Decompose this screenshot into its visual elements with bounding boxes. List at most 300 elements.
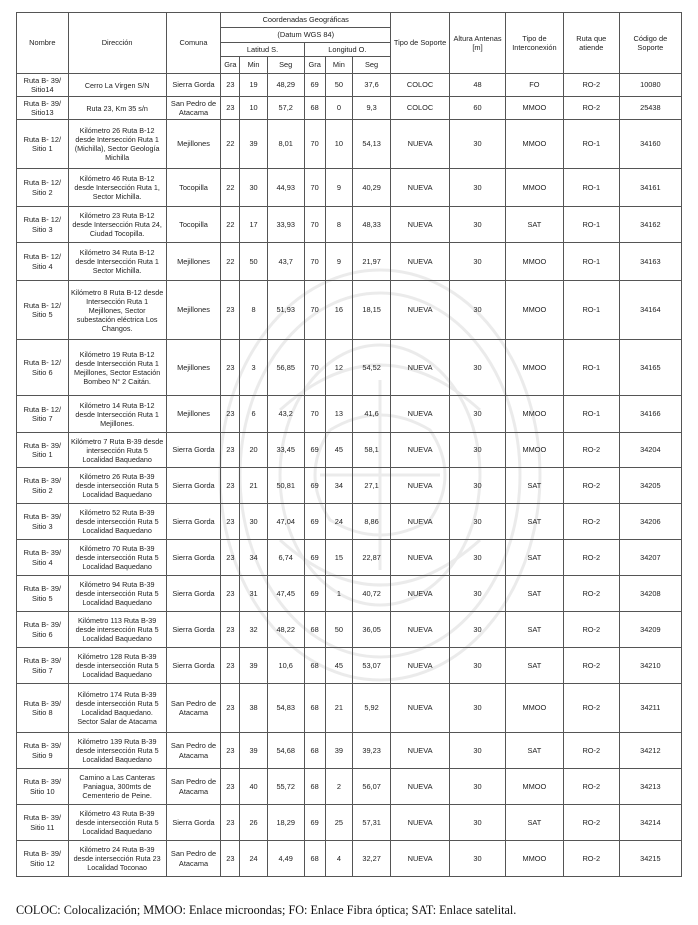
cell-nombre: Ruta B- 39/ Sitio13 <box>17 97 69 120</box>
cell-comuna: Sierra Gorda <box>166 504 221 540</box>
cell-lat-min: 39 <box>240 648 267 684</box>
cell-nombre: Ruta B- 39/ Sitio 6 <box>17 612 69 648</box>
cell-codigo: 34209 <box>619 612 681 648</box>
cell-lon-gra: 69 <box>304 74 325 97</box>
table-row <box>17 340 682 396</box>
cell-lon-gra: 69 <box>304 433 325 468</box>
cell-direccion: Kilómetro 23 Ruta B-12 desde Intersección Ruta 24, Ciudad Tocopilla. <box>68 207 166 243</box>
cell-soporte: NUEVA <box>391 540 450 576</box>
cell-lat-min: 34 <box>240 540 267 576</box>
cell-comuna: Mejillones <box>166 396 221 433</box>
cell-codigo: 34206 <box>619 504 681 540</box>
cell-altura: 30 <box>450 468 506 504</box>
cell-direccion: Kilómetro 34 Ruta B-12 desde Intersección Ruta 1 Sector Michilla. <box>68 243 166 281</box>
support-sites-table <box>16 12 682 877</box>
cell-lon-gra: 68 <box>304 841 325 877</box>
cell-lon-gra: 70 <box>304 396 325 433</box>
cell-soporte: NUEVA <box>391 576 450 612</box>
header-ruta: Ruta que atiende <box>563 13 619 74</box>
cell-codigo: 34207 <box>619 540 681 576</box>
cell-interconexion: FO <box>505 74 563 97</box>
cell-lon-seg: 22,87 <box>353 540 391 576</box>
cell-lon-seg: 48,33 <box>353 207 391 243</box>
cell-lon-min: 45 <box>325 433 352 468</box>
cell-direccion: Kilómetro 113 Ruta B-39 desde intersección Ruta 5 Localidad Baquedano <box>68 612 166 648</box>
cell-lat-min: 20 <box>240 433 267 468</box>
cell-lon-gra: 69 <box>304 576 325 612</box>
cell-comuna: Sierra Gorda <box>166 74 221 97</box>
cell-lat-seg: 48,22 <box>267 612 304 648</box>
cell-nombre: Ruta B- 39/ Sitio 5 <box>17 576 69 612</box>
cell-nombre: Ruta B- 12/ Sitio 6 <box>17 340 69 396</box>
cell-interconexion: MMOO <box>505 396 563 433</box>
cell-ruta: RO-2 <box>563 468 619 504</box>
cell-comuna: San Pedro de Atacama <box>166 97 221 120</box>
cell-lat-min: 39 <box>240 120 267 169</box>
table-row <box>17 396 682 433</box>
header-lon-seg: Seg <box>353 57 391 74</box>
cell-comuna: Sierra Gorda <box>166 576 221 612</box>
cell-soporte: NUEVA <box>391 612 450 648</box>
cell-direccion: Cerro La Virgen S/N <box>68 74 166 97</box>
table-row <box>17 805 682 841</box>
cell-ruta: RO-1 <box>563 396 619 433</box>
cell-comuna: San Pedro de Atacama <box>166 769 221 805</box>
cell-nombre: Ruta B- 39/ Sitio 4 <box>17 540 69 576</box>
cell-interconexion: MMOO <box>505 281 563 340</box>
cell-lat-gra: 23 <box>221 684 240 733</box>
cell-altura: 30 <box>450 207 506 243</box>
table-row <box>17 540 682 576</box>
cell-ruta: RO-2 <box>563 769 619 805</box>
cell-lon-min: 24 <box>325 504 352 540</box>
cell-lon-gra: 69 <box>304 540 325 576</box>
cell-interconexion: SAT <box>505 805 563 841</box>
cell-lon-gra: 68 <box>304 612 325 648</box>
cell-ruta: RO-2 <box>563 74 619 97</box>
table-row <box>17 841 682 877</box>
cell-lat-seg: 10,6 <box>267 648 304 684</box>
cell-lat-seg: 33,45 <box>267 433 304 468</box>
cell-altura: 30 <box>450 433 506 468</box>
cell-lat-gra: 23 <box>221 504 240 540</box>
cell-interconexion: MMOO <box>505 684 563 733</box>
header-lon-gra: Gra <box>304 57 325 74</box>
cell-codigo: 34205 <box>619 468 681 504</box>
cell-comuna: Sierra Gorda <box>166 433 221 468</box>
cell-interconexion: SAT <box>505 612 563 648</box>
cell-codigo: 34212 <box>619 733 681 769</box>
header-direccion: Dirección <box>68 13 166 74</box>
cell-lon-min: 50 <box>325 74 352 97</box>
cell-direccion: Kilómetro 128 Ruta B-39 desde intersección Ruta 5 Localidad Baquedano <box>68 648 166 684</box>
cell-lon-gra: 70 <box>304 340 325 396</box>
cell-lon-min: 45 <box>325 648 352 684</box>
table-row <box>17 576 682 612</box>
cell-lat-gra: 23 <box>221 281 240 340</box>
cell-lat-gra: 23 <box>221 97 240 120</box>
cell-codigo: 34204 <box>619 433 681 468</box>
cell-soporte: NUEVA <box>391 648 450 684</box>
cell-ruta: RO-2 <box>563 733 619 769</box>
cell-codigo: 34211 <box>619 684 681 733</box>
table-row <box>17 504 682 540</box>
cell-lat-gra: 23 <box>221 612 240 648</box>
cell-soporte: COLOC <box>391 97 450 120</box>
cell-lat-seg: 48,29 <box>267 74 304 97</box>
cell-lon-seg: 40,72 <box>353 576 391 612</box>
cell-interconexion: MMOO <box>505 340 563 396</box>
cell-interconexion: MMOO <box>505 769 563 805</box>
cell-lon-min: 9 <box>325 169 352 207</box>
cell-lon-seg: 18,15 <box>353 281 391 340</box>
cell-lon-min: 39 <box>325 733 352 769</box>
cell-ruta: RO-2 <box>563 576 619 612</box>
table-row <box>17 733 682 769</box>
cell-lat-seg: 33,93 <box>267 207 304 243</box>
cell-altura: 48 <box>450 74 506 97</box>
cell-lon-min: 4 <box>325 841 352 877</box>
cell-direccion: Ruta 23, Km 35 s/n <box>68 97 166 120</box>
cell-soporte: COLOC <box>391 74 450 97</box>
cell-ruta: RO-2 <box>563 612 619 648</box>
cell-lat-seg: 18,29 <box>267 805 304 841</box>
cell-lat-gra: 23 <box>221 540 240 576</box>
cell-soporte: NUEVA <box>391 769 450 805</box>
cell-codigo: 34165 <box>619 340 681 396</box>
cell-soporte: NUEVA <box>391 169 450 207</box>
cell-interconexion: SAT <box>505 207 563 243</box>
cell-lon-min: 0 <box>325 97 352 120</box>
cell-lat-seg: 55,72 <box>267 769 304 805</box>
cell-ruta: RO-2 <box>563 504 619 540</box>
cell-codigo: 34215 <box>619 841 681 877</box>
cell-interconexion: MMOO <box>505 169 563 207</box>
cell-codigo: 25438 <box>619 97 681 120</box>
header-nombre: Nombre <box>17 13 69 74</box>
cell-nombre: Ruta B- 39/ Sitio 7 <box>17 648 69 684</box>
header-longitud: Longitud O. <box>304 43 390 57</box>
cell-soporte: NUEVA <box>391 805 450 841</box>
cell-altura: 60 <box>450 97 506 120</box>
cell-lon-seg: 9,3 <box>353 97 391 120</box>
cell-direccion: Kilómetro 26 Ruta B-39 desde intersección Ruta 5 Localidad Baquedano <box>68 468 166 504</box>
cell-lat-gra: 23 <box>221 841 240 877</box>
cell-comuna: San Pedro de Atacama <box>166 684 221 733</box>
cell-codigo: 34163 <box>619 243 681 281</box>
cell-lat-min: 32 <box>240 612 267 648</box>
cell-lon-seg: 5,92 <box>353 684 391 733</box>
cell-lat-gra: 22 <box>221 120 240 169</box>
table-row <box>17 433 682 468</box>
cell-ruta: RO-2 <box>563 684 619 733</box>
cell-lon-min: 21 <box>325 684 352 733</box>
header-tipo-soporte: Tipo de Soporte <box>391 13 450 74</box>
header-altura: Altura Antenas [m] <box>450 13 506 74</box>
table-row <box>17 74 682 97</box>
header-datum: (Datum WGS 84) <box>221 28 391 43</box>
cell-nombre: Ruta B- 39/ Sitio 12 <box>17 841 69 877</box>
cell-lat-min: 30 <box>240 169 267 207</box>
cell-comuna: Tocopilla <box>166 207 221 243</box>
cell-altura: 30 <box>450 243 506 281</box>
cell-lon-gra: 70 <box>304 243 325 281</box>
cell-lon-seg: 56,07 <box>353 769 391 805</box>
cell-comuna: Sierra Gorda <box>166 805 221 841</box>
cell-ruta: RO-2 <box>563 841 619 877</box>
cell-lat-min: 10 <box>240 97 267 120</box>
cell-nombre: Ruta B- 39/ Sitio 1 <box>17 433 69 468</box>
cell-interconexion: MMOO <box>505 433 563 468</box>
cell-altura: 30 <box>450 169 506 207</box>
cell-direccion: Kilómetro 94 Ruta B-39 desde intersección Ruta 5 Localidad Baquedano <box>68 576 166 612</box>
cell-lat-seg: 6,74 <box>267 540 304 576</box>
table-row <box>17 468 682 504</box>
cell-lon-gra: 68 <box>304 733 325 769</box>
cell-lon-gra: 69 <box>304 504 325 540</box>
cell-nombre: Ruta B- 12/ Sitio 2 <box>17 169 69 207</box>
cell-comuna: Mejillones <box>166 340 221 396</box>
cell-lon-seg: 36,05 <box>353 612 391 648</box>
cell-ruta: RO-1 <box>563 340 619 396</box>
cell-lat-seg: 47,45 <box>267 576 304 612</box>
cell-altura: 30 <box>450 396 506 433</box>
cell-lat-min: 40 <box>240 769 267 805</box>
cell-lat-gra: 23 <box>221 733 240 769</box>
cell-interconexion: MMOO <box>505 120 563 169</box>
cell-altura: 30 <box>450 120 506 169</box>
header-lat-seg: Seg <box>267 57 304 74</box>
cell-lon-seg: 57,31 <box>353 805 391 841</box>
cell-lat-min: 8 <box>240 281 267 340</box>
header-lat-min: Min <box>240 57 267 74</box>
cell-lat-min: 17 <box>240 207 267 243</box>
cell-lon-min: 34 <box>325 468 352 504</box>
cell-lat-seg: 43,7 <box>267 243 304 281</box>
cell-lat-gra: 22 <box>221 207 240 243</box>
legend-note: COLOC: Colocalización; MMOO: Enlace microondas; FO: Enlace Fibra óptica; SAT: Enlace satelital. <box>16 903 517 917</box>
cell-direccion: Kilómetro 52 Ruta B-39 desde intersección Ruta 5 Localidad Baquedano <box>68 504 166 540</box>
header-codigo: Código de Soporte <box>619 13 681 74</box>
cell-nombre: Ruta B- 39/ Sitio 2 <box>17 468 69 504</box>
cell-lat-min: 26 <box>240 805 267 841</box>
cell-comuna: Mejillones <box>166 281 221 340</box>
table-row <box>17 684 682 733</box>
cell-direccion: Kilómetro 46 Ruta B-12 desde Intersección Ruta 1, Sector Michilla. <box>68 169 166 207</box>
cell-soporte: NUEVA <box>391 243 450 281</box>
cell-altura: 30 <box>450 648 506 684</box>
cell-lat-gra: 23 <box>221 468 240 504</box>
header-lat-gra: Gra <box>221 57 240 74</box>
cell-lon-seg: 54,13 <box>353 120 391 169</box>
cell-interconexion: SAT <box>505 733 563 769</box>
cell-soporte: NUEVA <box>391 396 450 433</box>
cell-lon-min: 25 <box>325 805 352 841</box>
cell-lon-gra: 70 <box>304 207 325 243</box>
cell-nombre: Ruta B- 39/ Sitio 3 <box>17 504 69 540</box>
cell-lat-gra: 22 <box>221 169 240 207</box>
cell-altura: 30 <box>450 576 506 612</box>
cell-lat-gra: 22 <box>221 243 240 281</box>
table-row <box>17 612 682 648</box>
table-row <box>17 648 682 684</box>
header-tipo-interconexion: Tipo de Interconexión <box>505 13 563 74</box>
cell-lon-min: 9 <box>325 243 352 281</box>
cell-interconexion: MMOO <box>505 97 563 120</box>
cell-lon-min: 13 <box>325 396 352 433</box>
cell-lon-gra: 69 <box>304 468 325 504</box>
cell-soporte: NUEVA <box>391 733 450 769</box>
cell-nombre: Ruta B- 12/ Sitio 3 <box>17 207 69 243</box>
cell-interconexion: SAT <box>505 576 563 612</box>
cell-lon-min: 16 <box>325 281 352 340</box>
cell-nombre: Ruta B- 39/ Sitio14 <box>17 74 69 97</box>
cell-lat-seg: 57,2 <box>267 97 304 120</box>
cell-codigo: 10080 <box>619 74 681 97</box>
cell-interconexion: MMOO <box>505 243 563 281</box>
cell-direccion: Kilómetro 8 Ruta B-12 desde Intersección Ruta 1 Mejillones, Sector subestación eléctrica Los Changos. <box>68 281 166 340</box>
cell-lat-seg: 50,81 <box>267 468 304 504</box>
cell-interconexion: MMOO <box>505 841 563 877</box>
cell-altura: 30 <box>450 733 506 769</box>
cell-lat-seg: 47,04 <box>267 504 304 540</box>
table-row <box>17 207 682 243</box>
cell-lat-gra: 23 <box>221 340 240 396</box>
cell-lat-min: 30 <box>240 504 267 540</box>
cell-soporte: NUEVA <box>391 841 450 877</box>
cell-nombre: Ruta B- 12/ Sitio 7 <box>17 396 69 433</box>
header-coordenadas: Coordenadas Geográficas <box>221 13 391 28</box>
table-row <box>17 97 682 120</box>
header-comuna: Comuna <box>166 13 221 74</box>
cell-direccion: Kilómetro 43 Ruta B-39 desde intersección Ruta 5 Localidad Baquedano <box>68 805 166 841</box>
cell-altura: 30 <box>450 504 506 540</box>
table-row <box>17 169 682 207</box>
cell-comuna: Mejillones <box>166 243 221 281</box>
cell-lat-seg: 4,49 <box>267 841 304 877</box>
cell-codigo: 34210 <box>619 648 681 684</box>
cell-lon-gra: 70 <box>304 169 325 207</box>
cell-lat-seg: 44,93 <box>267 169 304 207</box>
cell-nombre: Ruta B- 39/ Sitio 10 <box>17 769 69 805</box>
cell-lat-min: 24 <box>240 841 267 877</box>
cell-lat-min: 6 <box>240 396 267 433</box>
cell-nombre: Ruta B- 12/ Sitio 1 <box>17 120 69 169</box>
cell-nombre: Ruta B- 39/ Sitio 8 <box>17 684 69 733</box>
header-latitud: Latitud S. <box>221 43 304 57</box>
cell-soporte: NUEVA <box>391 207 450 243</box>
cell-soporte: NUEVA <box>391 120 450 169</box>
cell-lat-min: 31 <box>240 576 267 612</box>
cell-lat-gra: 23 <box>221 396 240 433</box>
cell-lon-min: 1 <box>325 576 352 612</box>
cell-comuna: Sierra Gorda <box>166 648 221 684</box>
cell-codigo: 34160 <box>619 120 681 169</box>
cell-altura: 30 <box>450 540 506 576</box>
cell-ruta: RO-1 <box>563 207 619 243</box>
cell-lon-min: 50 <box>325 612 352 648</box>
cell-nombre: Ruta B- 12/ Sitio 4 <box>17 243 69 281</box>
cell-soporte: NUEVA <box>391 684 450 733</box>
cell-altura: 30 <box>450 612 506 648</box>
cell-codigo: 34161 <box>619 169 681 207</box>
cell-comuna: Mejillones <box>166 120 221 169</box>
cell-lon-seg: 40,29 <box>353 169 391 207</box>
cell-direccion: Kilómetro 70 Ruta B-39 desde intersección Ruta 5 Localidad Baquedano <box>68 540 166 576</box>
cell-soporte: NUEVA <box>391 468 450 504</box>
cell-direccion: Kilómetro 19 Ruta B-12 desde Intersección Ruta 1 Mejillones, Sector Estación Bombeo N° 2 Caitán. <box>68 340 166 396</box>
cell-lat-min: 3 <box>240 340 267 396</box>
cell-ruta: RO-2 <box>563 648 619 684</box>
cell-lat-seg: 54,83 <box>267 684 304 733</box>
cell-codigo: 34214 <box>619 805 681 841</box>
cell-lon-seg: 32,27 <box>353 841 391 877</box>
cell-lat-gra: 23 <box>221 648 240 684</box>
cell-soporte: NUEVA <box>391 433 450 468</box>
cell-lat-gra: 23 <box>221 576 240 612</box>
header-lon-min: Min <box>325 57 352 74</box>
cell-lon-min: 10 <box>325 120 352 169</box>
cell-lon-gra: 68 <box>304 769 325 805</box>
table-row <box>17 281 682 340</box>
cell-altura: 30 <box>450 841 506 877</box>
cell-comuna: Tocopilla <box>166 169 221 207</box>
cell-altura: 30 <box>450 281 506 340</box>
cell-soporte: NUEVA <box>391 340 450 396</box>
cell-codigo: 34166 <box>619 396 681 433</box>
cell-lat-gra: 23 <box>221 805 240 841</box>
cell-lon-seg: 8,86 <box>353 504 391 540</box>
cell-lat-gra: 23 <box>221 433 240 468</box>
cell-altura: 30 <box>450 684 506 733</box>
cell-nombre: Ruta B- 39/ Sitio 9 <box>17 733 69 769</box>
cell-lon-gra: 68 <box>304 97 325 120</box>
cell-interconexion: SAT <box>505 648 563 684</box>
cell-lat-min: 38 <box>240 684 267 733</box>
cell-lat-min: 50 <box>240 243 267 281</box>
cell-codigo: 34208 <box>619 576 681 612</box>
cell-lat-seg: 8,01 <box>267 120 304 169</box>
cell-interconexion: SAT <box>505 540 563 576</box>
cell-lat-seg: 54,68 <box>267 733 304 769</box>
cell-interconexion: SAT <box>505 504 563 540</box>
cell-comuna: Sierra Gorda <box>166 468 221 504</box>
cell-lon-gra: 69 <box>304 805 325 841</box>
cell-ruta: RO-2 <box>563 805 619 841</box>
cell-ruta: RO-1 <box>563 281 619 340</box>
cell-lon-gra: 70 <box>304 120 325 169</box>
cell-lon-seg: 53,07 <box>353 648 391 684</box>
cell-altura: 30 <box>450 340 506 396</box>
cell-interconexion: SAT <box>505 468 563 504</box>
cell-lat-min: 21 <box>240 468 267 504</box>
cell-lon-gra: 68 <box>304 648 325 684</box>
cell-lon-gra: 70 <box>304 281 325 340</box>
cell-lon-seg: 39,23 <box>353 733 391 769</box>
cell-ruta: RO-1 <box>563 169 619 207</box>
cell-ruta: RO-1 <box>563 120 619 169</box>
cell-nombre: Ruta B- 12/ Sitio 5 <box>17 281 69 340</box>
cell-lon-seg: 37,6 <box>353 74 391 97</box>
cell-lat-gra: 23 <box>221 74 240 97</box>
cell-direccion: Kilómetro 24 Ruta B-39 desde intersección Ruta 23 Localidad Toconao <box>68 841 166 877</box>
cell-lon-seg: 58,1 <box>353 433 391 468</box>
cell-comuna: San Pedro de Atacama <box>166 841 221 877</box>
cell-lat-seg: 51,93 <box>267 281 304 340</box>
cell-altura: 30 <box>450 805 506 841</box>
cell-soporte: NUEVA <box>391 504 450 540</box>
cell-lon-min: 12 <box>325 340 352 396</box>
